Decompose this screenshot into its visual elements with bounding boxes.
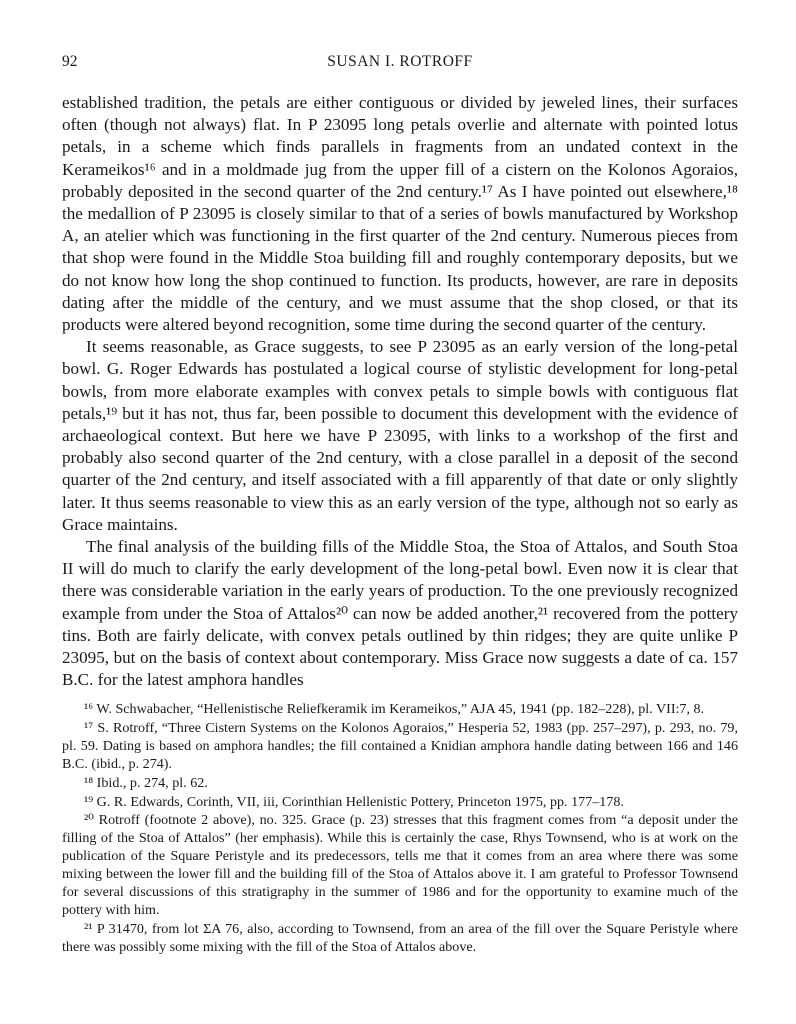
body-text: [62, 92, 738, 691]
footnote-21: ²¹ P 31470, from lot ΣΑ 76, also, according to Townsend, from an area of the fill over the Square Peristyle where there was possibly some mixing with the fill of the Stoa of Attalos above.: [62, 920, 738, 955]
page-header: [62, 53, 738, 73]
footnote-19: ¹⁹ G. R. Edwards, Corinth, VII, iii, Corinthian Hellenistic Pottery, Princeton 1975, pp. 177–178.: [84, 793, 624, 810]
footnote-18: ¹⁸ Ibid., p. 274, pl. 62.: [84, 774, 208, 791]
paragraph: It seems reasonable, as Grace suggests, to see P 23095 as an early version of the long-petal bowl. G. Roger Edwards has postulated a logical course of stylistic development for long-petal bowls, from more elaborate examples with convex petals to simple bowls with contiguous flat petals,¹⁹ but it has not, thus far, been possible to document this development with the evidence of archaeological context. But here we have P 23095, with links to a workshop of the first and probably also second quarter of the 2nd century, with a close parallel in a deposit of the second quarter of the 2nd century, and itself associated with a fill apparently of that date or only slightly later. It thus seems reasonable to view this as an early version of the type, although not so early as Grace maintains.: [62, 337, 738, 534]
paragraph: established tradition, the petals are either contiguous or divided by jeweled lines, their surfaces often (though not always) flat. In P 23095 long petals overlie and alternate with pointed lotus petals, in a scheme which finds parallels in fragments from an undated context in the Kerameikos¹⁶ and in a moldmade jug from the upper fill of a cistern on the Kolonos Agoraios, probably deposited in the second quarter of the 2nd century.¹⁷ As I have pointed out elsewhere,¹⁸ the medallion of P 23095 is closely similar to that of a series of bowls manufactured by Workshop A, an atelier which was functioning in the first quarter of the 2nd century. Numerous pieces from that shop were found in the Middle Stoa building fill and roughly contemporary deposits, but we do not know how long the shop continued to function. Its products, however, are rare in deposits dating after the middle of the century, and we must assume that the shop closed, or that its products were altered beyond recognition, some time during the second quarter of the century.: [62, 93, 738, 335]
paragraph: The final analysis of the building fills of the Middle Stoa, the Stoa of Attalos, and South Stoa II will do much to clarify the early development of the long-petal bowl. Even now it is clear that there was considerable variation in the early years of production. To the one previously recognized example from under the Stoa of Attalos²⁰ can now be added another,²¹ recovered from the pottery tins. Both are fairly delicate, with convex petals outlined by thin ridges; they are quite unlike P 23095, but on the basis of context about contemporary. Miss Grace now suggests a date of ca. 157 B.C. for the latest amphora handles: [62, 537, 738, 690]
footnote-16: ¹⁶ W. Schwabacher, “Hellenistische Reliefkeramik im Kerameikos,” AJA 45, 1941 (pp. 182–228), pl. VII:7, 8.: [84, 701, 705, 717]
page-number: 92: [62, 53, 78, 70]
running-head: SUSAN I. ROTROFF: [327, 53, 473, 70]
footnotes: [62, 701, 738, 957]
footnote-17: ¹⁷ S. Rotroff, “Three Cistern Systems on the Kolonos Agoraios,” Hesperia 52, 1983 (pp. 257–297), p. 293, no. 79, pl. 59. Dating is based on amphora handles; the fill contained a Knidian amphora handle dating between 166 and 146 B.C. (ibid., p. 274).: [62, 719, 738, 772]
footnote-20: ²⁰ Rotroff (footnote 2 above), no. 325. Grace (p. 23) stresses that this fragment comes from “a deposit under the filling of the Stoa of Attalos” (her emphasis). While this is certainly the case, Rhys Townsend, who is at work on the publication of the Square Peristyle and its predecessors, tells me that it comes from an area where there was some mixing between the lower fill and the building fill of the Stoa of Attalos above it. I am grateful to Professor Townsend for several discussions of this stratigraphy in the summer of 1986 and for the opportunity to examine much of the pottery with him.: [62, 812, 738, 918]
